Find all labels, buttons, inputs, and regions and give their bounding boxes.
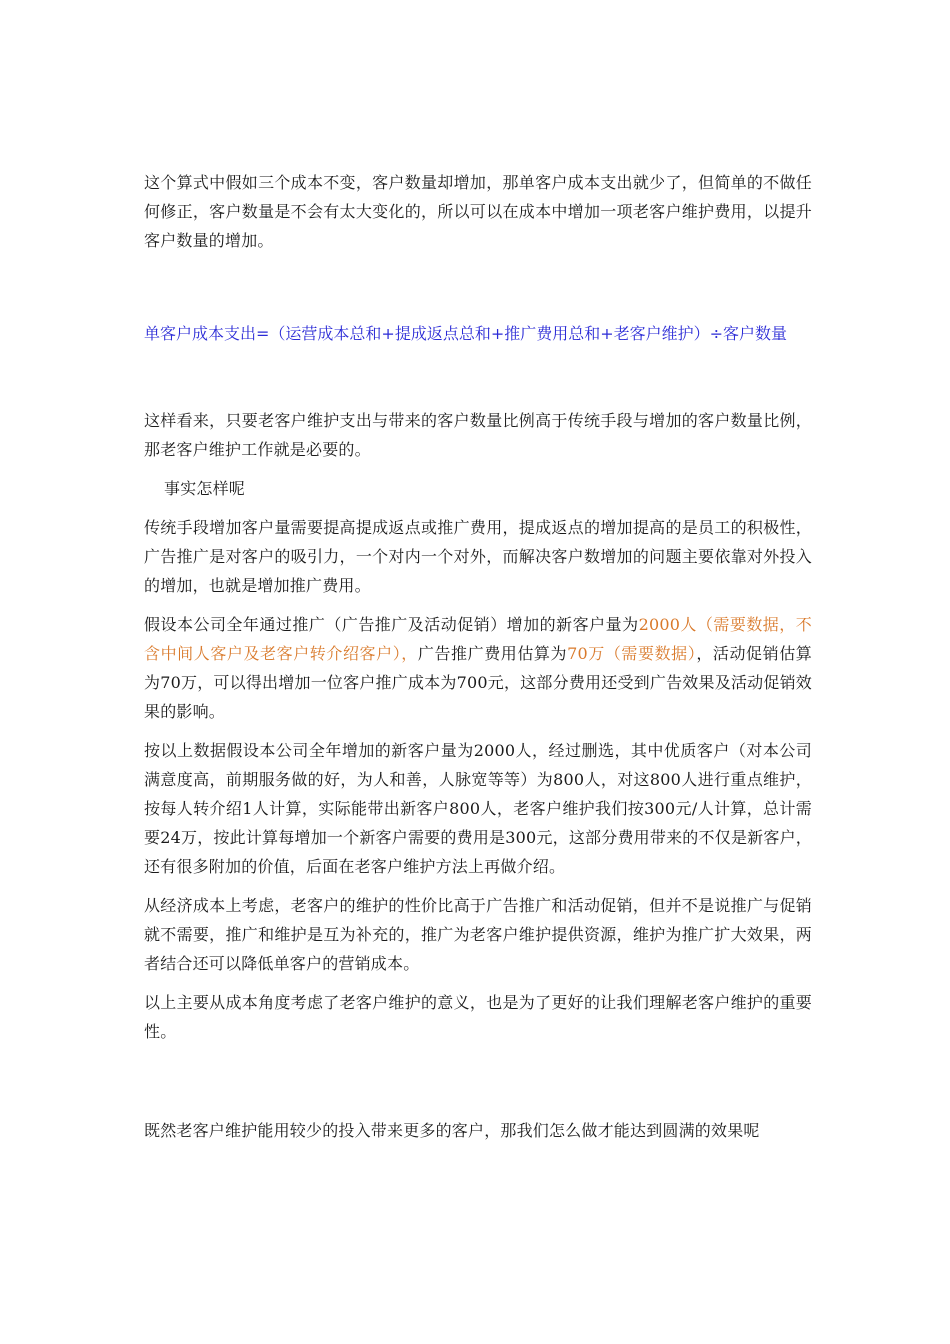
- paragraph-ratio-conclusion: 这样看来，只要老客户维护支出与带来的客户数量比例高于传统手段与增加的客户数量比例，那老客户维护工作就是必要的。: [144, 411, 812, 459]
- paragraph-old-customer-calc: 按以上数据假设本公司全年增加的新客户量为2000人，经过删选，其中优质客户（对本公司满意度高，前期服务做的好，为人和善，人脉宽等等）为800人，对这800人进行重点维护，按每人转介绍1人计算，实际能带出新客户800人，老客户维护我们按300元/人计算，总计需要24万，按此计算每增加一个新客户需要的费用是300元，这部分费用带来的不仅是新客户，还有很多附加的价值，后面在老客户维护方法上再做介绍。: [144, 741, 812, 876]
- paragraph-economic-cost: 从经济成本上考虑，老客户的维护的性价比高于广告推广和活动促销，但并不是说推广与促销就不需要，推广和维护是互为补充的，推广为老客户维护提供资源，维护为推广扩大效果，两者结合还可以降低单客户的营销成本。: [144, 896, 812, 973]
- paragraph-traditional-methods: 传统手段增加客户量需要提高提成返点或推广费用，提成返点的增加提高的是员工的积极性，广告推广是对客户的吸引力，一个对内一个对外，而解决客户数增加的问题主要依靠对外投入的增加，也就是增加推广费用。: [144, 518, 812, 595]
- paragraph-promotion-assumption: [144, 610, 812, 726]
- highlight-new-customer-count: 2000人（需要数据，不含中间人客户及老客户转介绍客户），: [144, 615, 812, 663]
- paragraph-closing-question: 既然老客户维护能用较少的投入带来更多的客户，那我们怎么做才能达到圆满的效果呢: [144, 1121, 760, 1140]
- text-segment: 假设本公司全年通过推广（广告推广及活动促销）增加的新客户量为: [144, 615, 639, 634]
- text-segment: 广告推广费用估算为: [417, 644, 568, 663]
- text-segment: ，活动促销估算为70万，可以得出增加一位客户推广成本为700元，这部分费用还受到广告效果及活动促销效果的影响。: [144, 644, 812, 721]
- paragraph-summary: 以上主要从成本角度考虑了老客户维护的意义，也是为了更好的让我们理解老客户维护的重要性。: [144, 993, 812, 1041]
- highlight-ad-cost: 70万（需要数据）: [567, 644, 697, 663]
- formula-unit-customer-cost: 单客户成本支出=（运营成本总和+提成返点总和+推广费用总和+老客户维护）÷客户数量: [144, 324, 788, 343]
- heading-what-is-fact: 事实怎样呢: [164, 479, 246, 498]
- paragraph-cost-assumption: 这个算式中假如三个成本不变，客户数量却增加，那单客户成本支出就少了，但简单的不做任何修正，客户数量是不会有太大变化的，所以可以在成本中增加一项老客户维护费用，以提升客户数量的增加。: [144, 173, 812, 250]
- document-page: [144, 168, 812, 1145]
